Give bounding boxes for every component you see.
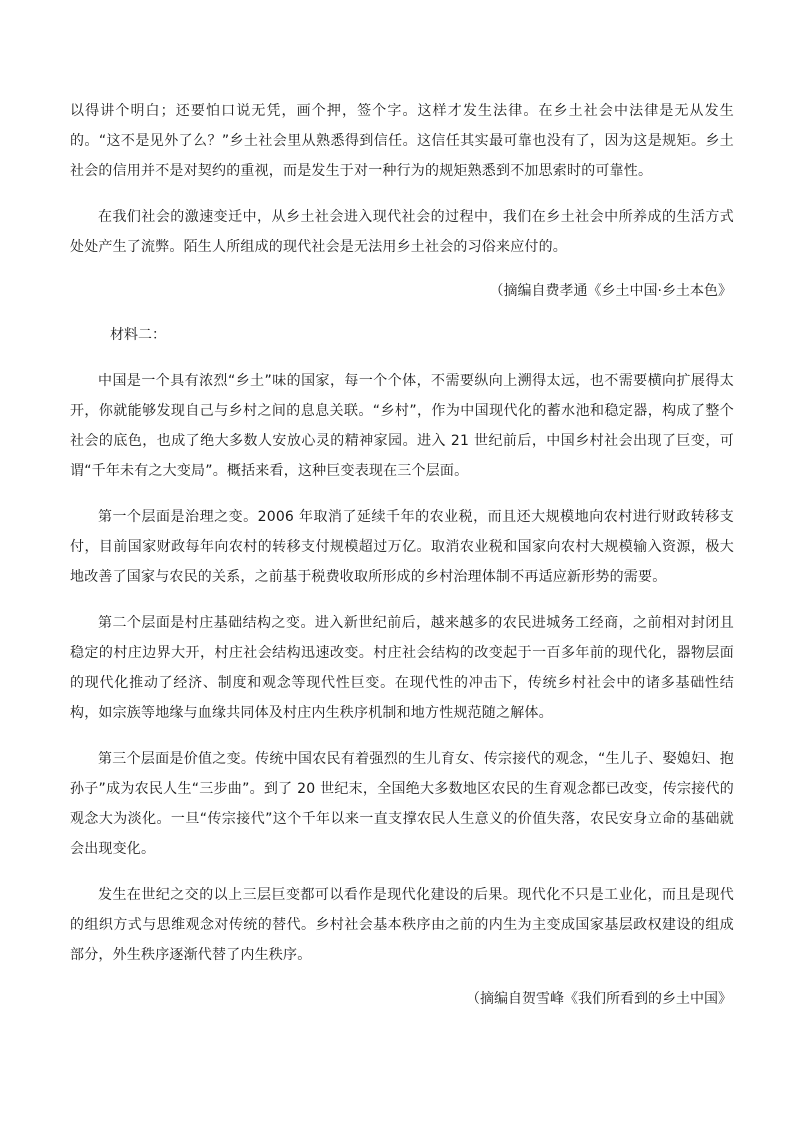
material2-paragraph-village-structure: 第二个层面是村庄基础结构之变。进入新世纪前后，越来越多的农民进城务工经商，之前相对封闭且稳定的村庄边界大开，村庄社会结构迅速改变。村庄社会结构的改变起于一百多年前的现代化，器物层面的现代化推动了经济、制度和观念等现代性巨变。在现代性的冲击下，传统乡村社会中的诸多基础性结构，如宗族等地缘与血缘共同体及村庄内生秩序机制和地方性规范随之解体。 (70, 615, 734, 721)
material1-final-paragraph: 在我们社会的激速变迁中，从乡土社会进入现代社会的过程中，我们在乡土社会中所养成的生活方式处处产生了流弊。陌生人所组成的现代社会是无法用乡土社会的习俗来应付的。 (70, 209, 734, 255)
material2-heading: 材料二： (110, 327, 166, 343)
material2-paragraph-intro: 中国是一个具有浓烈“乡土”味的国家，每一个个体，不需要纵向上溯得太远，也不需要横向扩展得太开，你就能够发现自己与乡村之间的息息关联。“乡村”，作为中国现代化的蓄水池和稳定器，构成了整个社会的底色，也成了绝大多数人安放心灵的精神家园。进入 21 世纪前后，中国乡村社会出现了巨变，可谓“千年未有之大变局”。概括来看，这种巨变表现在三个层面。 (70, 373, 734, 479)
material1-continuation-paragraph: 以得讲个明白；还要怕口说无凭，画个押，签个字。这样才发生法律。在乡土社会中法律是无从发生的。“这不是见外了么？”乡土社会里从熟悉得到信任。这信任其实最可靠也没有了，因为这是规矩。乡土社会的信用并不是对契约的重视，而是发生于对一种行为的规矩熟悉到不加思索时的可靠性。 (70, 103, 734, 179)
material2-source-citation: （摘编自贺雪峰《我们所看到的乡土中国》 (466, 991, 732, 1007)
material1-source-citation: （摘编自费孝通《乡土中国·乡土本色》 (489, 283, 732, 299)
material2-paragraph-governance: 第一个层面是治理之变。2006 年取消了延续千年的农业税，而且还大规模地向农村进行财政转移支付，目前国家财政每年向农村的转移支付规模超过万亿。取消农业税和国家向农村大规模输入资源，极大地改善了国家与农民的关系，之前基于税费收取所形成的乡村治理体制不再适应新形势的需要。 (70, 509, 734, 585)
document-page (70, 96, 734, 1014)
material2-paragraph-values: 第三个层面是价值之变。传统中国农民有着强烈的生儿育女、传宗接代的观念，“生儿子、娶媳妇、抱孙子”成为农民人生“三步曲”。到了 20 世纪末，全国绝大多数地区农民的生育观念都已改变，传宗接代的观念大为淡化。一旦“传宗接代”这个千年以来一直支撑农民人生意义的价值失落，农民安身立命的基础就会出现变化。 (70, 751, 734, 857)
material2-paragraph-conclusion: 发生在世纪之交的以上三层巨变都可以看作是现代化建设的后果。现代化不只是工业化，而且是现代的组织方式与思维观念对传统的替代。乡村社会基本秩序由之前的内生为主变成国家基层政权建设的组成部分，外生秩序逐渐代替了内生秩序。 (70, 887, 734, 963)
